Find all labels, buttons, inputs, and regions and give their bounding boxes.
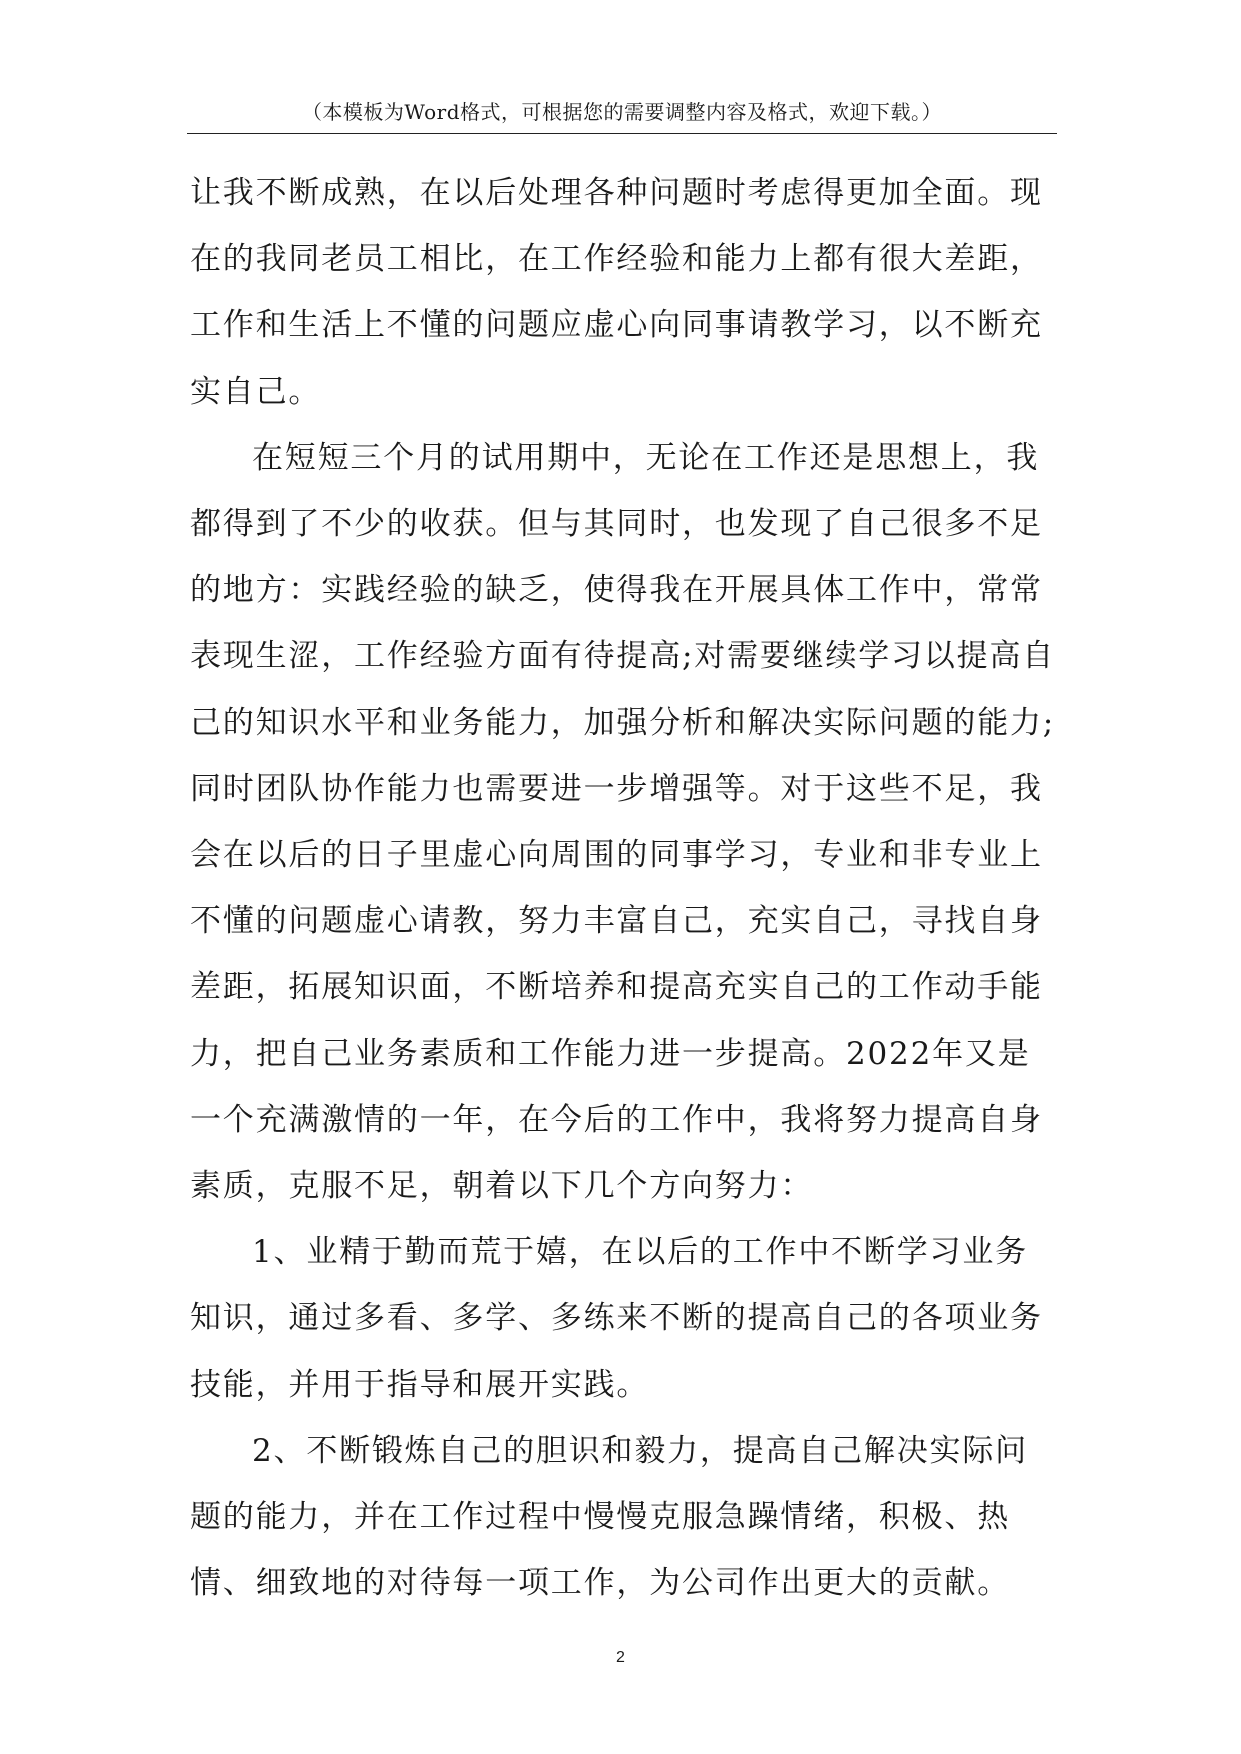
template-header-note: （本模板为Word格式，可根据您的需要调整内容及格式，欢迎下载。） [301, 100, 943, 124]
page-number: 2 [616, 1649, 625, 1666]
paragraph-continuation: 让我不断成熟，在以后处理各种问题时考虑得更加全面。现在的我同老员工相比，在工作经验和能力上都有很大差距，工作和生活上不懂的问题应虚心向同事请教学习，以不断充实自己。 [190, 175, 1043, 410]
paragraph-probation-reflection: 在短短三个月的试用期中，无论在工作还是思想上，我都得到了不少的收获。但与其同时，也发现了自己很多不足的地方：实践经验的缺乏，使得我在开展具体工作中，常常表现生涩，工作经验方面有待提高;对需要继续学习以提高自己的知识水平和业务能力，加强分析和解决实际问题的能力;同时团队协作能力也需要进一步增强等。对于这些不足，我会在以后的日子里虚心向周围的同事学习，专业和非专业上不懂的问题虚心请教，努力丰富自己，充实自己，寻找自身差距，拓展知识面，不断培养和提高充实自己的工作动手能力，把自己业务素质和工作能力进一步提高。2022年又是一个充满激情的一年，在今后的工作中，我将努力提高自身素质，克服不足，朝着以下几个方向努力： [190, 439, 1056, 1205]
document-body [190, 160, 1060, 1616]
paragraph-goal-2: 2、不断锻炼自己的胆识和毅力，提高自己解决实际问题的能力，并在工作过程中慢慢克服急躁情绪，积极、热情、细致地的对待每一项工作，为公司作出更大的贡献。 [190, 1432, 1028, 1602]
paragraph-goal-1: 1、业精于勤而荒于嬉，在以后的工作中不断学习业务知识，通过多看、多学、多练来不断的提高自己的各项业务技能，并用于指导和展开实践。 [190, 1234, 1043, 1403]
header-divider [187, 133, 1057, 134]
